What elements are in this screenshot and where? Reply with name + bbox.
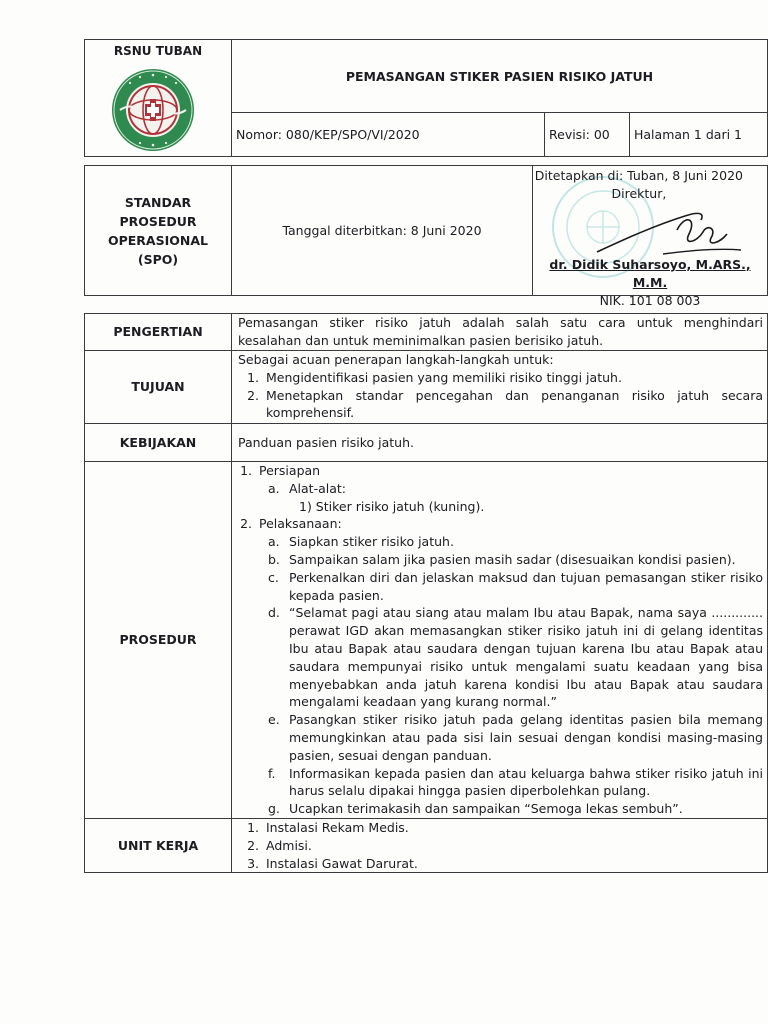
- list-marker: f.: [268, 765, 276, 781]
- prosedur-label: PROSEDUR: [85, 462, 232, 819]
- list-item: 1. Instalasi Rekam Medis.: [263, 819, 763, 837]
- issue-date: Tanggal diterbitkan: 8 Juni 2020: [232, 166, 533, 296]
- spo-label-line: STANDAR: [124, 194, 192, 210]
- pelaksanaan-title: Pelaksanaan:: [259, 516, 342, 532]
- list-marker: a.: [268, 480, 280, 496]
- list-marker: e.: [268, 712, 280, 728]
- list-item: [268, 765, 763, 801]
- spo-label: [85, 166, 232, 296]
- page-number: Halaman 1 dari 1: [630, 113, 768, 157]
- unit-kerja-list: [238, 819, 763, 872]
- tujuan-label: TUJUAN: [85, 351, 232, 424]
- document-number: Nomor: 080/KEP/SPO/VI/2020: [232, 113, 545, 157]
- alat-item: 1) Stiker risiko jatuh (kuning).: [299, 498, 485, 514]
- list-item: [268, 533, 763, 551]
- signer-block: [533, 256, 767, 310]
- pengertian-text: Pemasangan stiker risiko jatuh adalah salah satu cara untuk menghindari kesalahan dan untuk meminimalkan pasien berisiko jatuh.: [232, 314, 768, 351]
- logo-cell: [85, 40, 232, 157]
- unit-kerja-label: UNIT KERJA: [85, 818, 232, 872]
- step-text: Perkenalkan diri dan jelaskan maksud dan tujuan pemasangan stiker risiko kepada pasien.: [289, 569, 763, 603]
- list-marker: a.: [268, 534, 280, 550]
- persiapan-title: Persiapan: [259, 463, 321, 478]
- prosedur-list: [238, 462, 763, 818]
- list-item: [268, 569, 763, 605]
- list-item: [268, 551, 763, 569]
- list-item: 1. Mengidentifikasi pasien yang memiliki risiko tinggi jatuh.: [263, 369, 763, 387]
- step-text: Pasangkan stiker risiko jatuh pada gelang identitas pasien bila memang memungkinkan atau pada sisi lain sesuai dengan kondisi masing-masing pasien, sesuai dengan panduan.: [289, 712, 763, 763]
- pengertian-label: PENGERTIAN: [85, 314, 232, 351]
- spo-label-line: (SPO): [137, 251, 179, 267]
- revision-number: Revisi: 00: [545, 113, 630, 157]
- document-title: PEMASANGAN STIKER PASIEN RISIKO JATUH: [232, 40, 768, 113]
- signature-icon: [593, 200, 743, 262]
- list-item: [268, 711, 763, 764]
- list-marker: c.: [268, 569, 279, 585]
- list-item: [256, 515, 763, 818]
- step-text: Informasikan kepada pasien dan atau keluarga bahwa stiker risiko jatuh ini harus selalu dipakai hingga pasien diperbolehkan pulang.: [289, 765, 763, 799]
- spo-label-line: OPERASIONAL: [107, 232, 208, 248]
- tujuan-list: [238, 369, 763, 422]
- step-text: Siapkan stiker risiko jatuh.: [289, 534, 454, 550]
- persiapan-sublist: [259, 480, 763, 516]
- step-text: “Selamat pagi atau siang atau malam Ibu atau Bapak, nama saya ............. perawat IGD akan memasangkan stiker risiko jatuh ini di gelang identitas Ibu atau Bapak atau saudara dengan tujuan karena Ibu atau Bapak atau saudara mempunyai risiko untuk mengalami suatu keadaan yang bisa menyebabkan anda jatuh karena kondisi Ibu atau Bapak atau saudara mengalami keadaan yang kurang normal.”: [289, 605, 763, 710]
- signer-name: [533, 256, 767, 292]
- prosedur-content: [232, 462, 768, 819]
- decree-block: [535, 167, 743, 203]
- list-marker: d.: [268, 605, 280, 621]
- pelaksanaan-sublist: [259, 533, 763, 818]
- alat-title: Alat-alat:: [289, 480, 347, 496]
- list-item: [268, 480, 763, 516]
- signer-name-text: dr. Didik Suharsoyo, M.ARS., M.M.: [549, 257, 751, 290]
- hospital-name: RSNU TUBAN: [113, 44, 203, 58]
- unit-kerja-content: [232, 818, 768, 872]
- tujuan-intro: Sebagai acuan penerapan langkah-langkah untuk:: [238, 352, 554, 367]
- decree-place-date: Ditetapkan di: Tuban, 8 Juni 2020: [534, 168, 743, 183]
- kebijakan-label: KEBIJAKAN: [85, 424, 232, 462]
- list-item: [268, 800, 763, 818]
- list-item: [256, 462, 763, 515]
- list-item: 2. Menetapkan standar pencegahan dan penanganan risiko jatuh secara komprehensif.: [263, 387, 763, 423]
- step-text: Sampaikan salam jika pasien masih sadar (disesuaikan kondisi pasien).: [289, 551, 736, 567]
- list-item: 3. Instalasi Gawat Darurat.: [263, 855, 763, 873]
- signer-position: Direktur,: [611, 186, 667, 201]
- spo-label-line: PROSEDUR: [119, 213, 197, 229]
- signer-nik: NIK. 101 08 003: [599, 293, 701, 308]
- step-text: Ucapkan terimakasih dan sampaikan “Semoga lekas sembuh”.: [289, 801, 683, 817]
- list-item: [268, 604, 763, 711]
- list-item: 2. Admisi.: [263, 837, 763, 855]
- list-marker: b.: [268, 551, 280, 567]
- kebijakan-text: Panduan pasien risiko jatuh.: [232, 424, 768, 462]
- signature-cell: [533, 166, 768, 308]
- procedure-table: [84, 313, 768, 873]
- tujuan-content: [232, 351, 768, 424]
- header-table: [84, 39, 768, 157]
- hospital-logo-icon: [110, 67, 196, 153]
- list-marker: g.: [268, 801, 280, 817]
- spo-table: [84, 165, 768, 308]
